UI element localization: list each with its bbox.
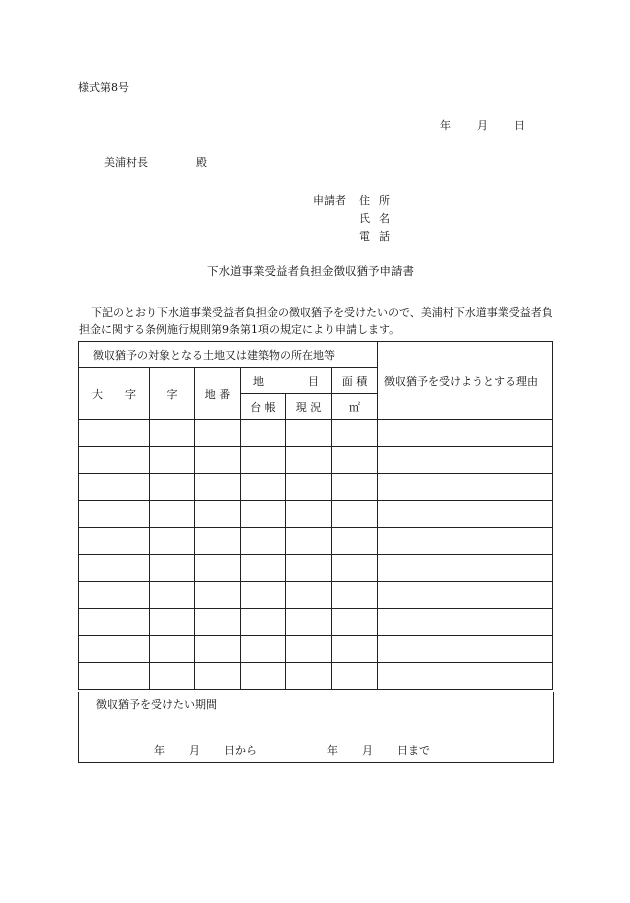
col-chiban: 地 番 <box>195 368 241 420</box>
col-chimoku: 地 目 <box>241 368 332 394</box>
application-table <box>78 341 553 690</box>
applicant-name-label: 氏 名 <box>359 212 390 225</box>
table-row <box>79 447 553 474</box>
table-row <box>79 420 553 447</box>
col-oaza: 大 字 <box>79 368 150 420</box>
table-row <box>79 663 553 690</box>
addressee <box>104 157 207 168</box>
document-title: 下水道事業受益者負担金徴収猶予申請書 <box>207 264 414 278</box>
period-to-month: 月 <box>362 744 373 757</box>
period-line <box>154 745 430 756</box>
table-row <box>79 528 553 555</box>
col-aza: 字 <box>150 368 195 420</box>
col-unit: ㎡ <box>332 394 378 420</box>
table-row <box>79 582 553 609</box>
period-to-year: 年 <box>327 744 338 757</box>
period-from-month: 月 <box>189 744 200 757</box>
location-header: 徴収猶予の対象となる土地又は建築物の所在地等 <box>79 342 378 368</box>
applicant-fields <box>359 195 390 249</box>
applicant-label: 申請者 <box>313 194 346 207</box>
date-line <box>440 120 525 131</box>
table-row <box>79 555 553 582</box>
period-from-year: 年 <box>154 744 165 757</box>
addressee-name: 美浦村長 <box>104 156 148 169</box>
period-label: 徴収猶予を受けたい期間 <box>96 698 217 711</box>
body-text: 下記のとおり下水道事業受益者負担金の徴収猶予を受けたいので、美浦村下水道事業受益者負担金に関する条例施行規則第9条第1項の規定により申請します。 <box>79 306 553 336</box>
col-menseki: 面 積 <box>332 368 378 394</box>
table-row <box>79 501 553 528</box>
period-to-day: 日まで <box>397 744 430 757</box>
period-from-day: 日から <box>224 744 257 757</box>
form-number: 様式第8号 <box>78 81 129 94</box>
table-row <box>79 636 553 663</box>
addressee-honorific: 殿 <box>196 156 207 169</box>
date-month: 月 <box>477 119 488 132</box>
table-row <box>79 609 553 636</box>
col-genkyo: 現 況 <box>286 394 332 420</box>
reason-header: 徴収猶予を受けようとする理由 <box>378 342 553 420</box>
date-day: 日 <box>514 119 525 132</box>
date-year: 年 <box>440 119 451 132</box>
table-row <box>79 474 553 501</box>
applicant-phone-label: 電 話 <box>359 230 390 243</box>
col-daicho: 台 帳 <box>241 394 286 420</box>
applicant-address-label: 住 所 <box>359 194 390 207</box>
